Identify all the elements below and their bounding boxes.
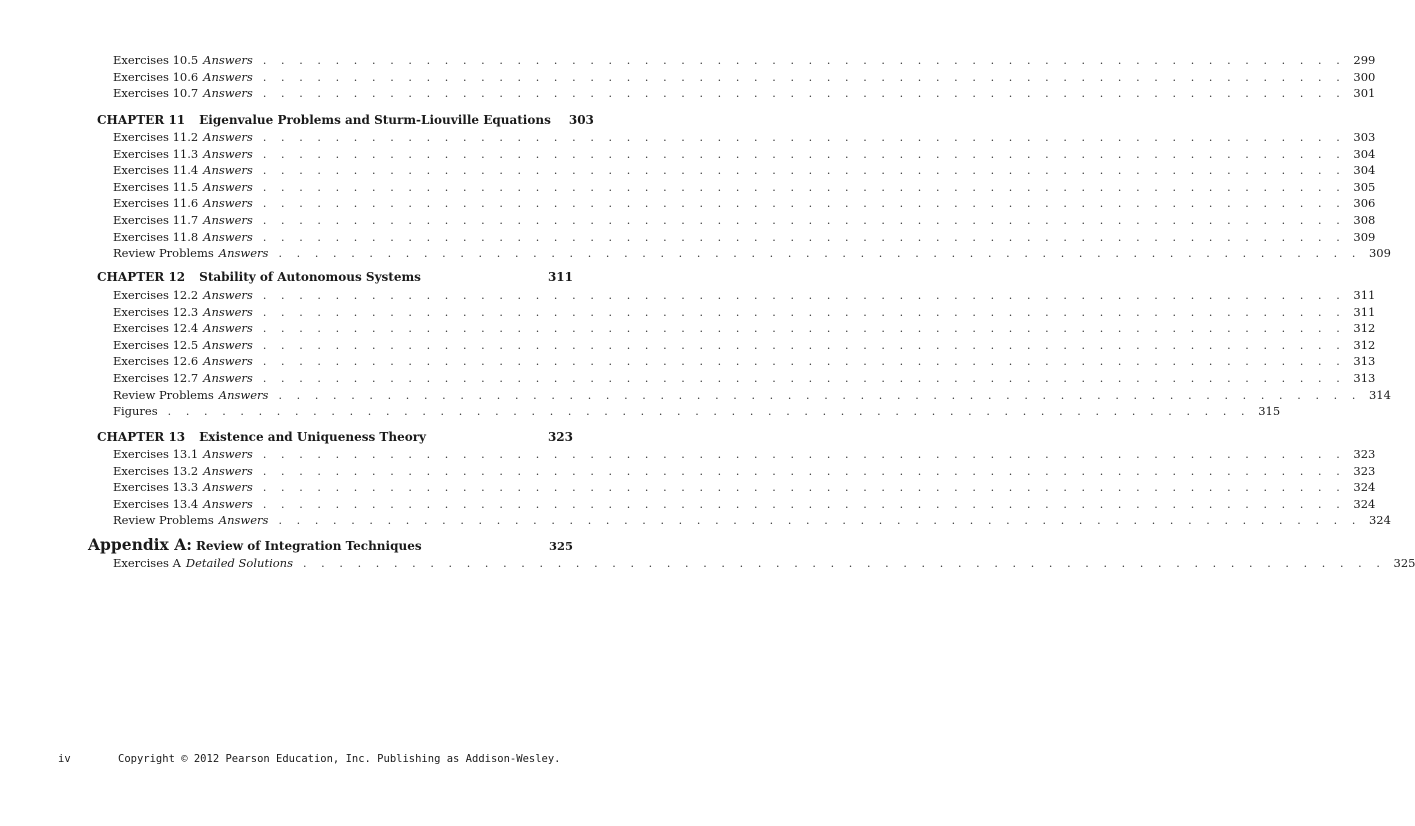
dot-leader: . . . . . . . . . . . . . . . . . . . . . . . . . . . . . . . . . . . . . . . . . . . . . . . . . . . . . . . . . . . . xyxy=(167,405,1251,419)
entry-subtitle: Answers xyxy=(203,163,253,178)
entry-page-number: 324 xyxy=(1353,496,1376,511)
entry-subtitle: Answers xyxy=(203,321,253,336)
entry-subtitle: Answers xyxy=(218,513,269,528)
chapter-title: Existence and Uniqueness Theory xyxy=(199,430,426,444)
toc-entry xyxy=(113,86,1376,101)
dot-leader: . . . . . . . . . . . . . . . . . . . . . . . . . . . . . . . . . . . . . . . . . . . . . . . . . . . . . . . . . . . . xyxy=(262,54,1346,67)
entry-page-number: 314 xyxy=(1368,387,1391,402)
entry-label: Review Problems xyxy=(113,387,214,402)
entry-label: Figures xyxy=(113,404,158,419)
dot-leader: . . . . . . . . . . . . . . . . . . . . . . . . . . . . . . . . . . . . . . . . . . . . . . . . . . . . . . . . . . . . xyxy=(262,497,1346,511)
entry-subtitle: Answers xyxy=(203,288,253,302)
entry-subtitle: Answers xyxy=(203,130,253,144)
dot-leader: . . . . . . . . . . . . . . . . . . . . . . . . . . . . . . . . . . . . . . . . . . . . . . . . . . . . . . . . . . . . xyxy=(262,131,1346,144)
appendix-label: Appendix A: xyxy=(88,535,192,554)
entry-subtitle: Answers xyxy=(203,53,253,67)
toc-entry xyxy=(113,229,1376,244)
toc-entry xyxy=(113,404,1281,419)
entry-label: Exercises 13.4 xyxy=(113,496,199,511)
entry-page-number: 325 xyxy=(1393,556,1415,570)
entry-label: Exercises 12.5 xyxy=(113,337,199,352)
dot-leader: . . . . . . . . . . . . . . . . . . . . . . . . . . . . . . . . . . . . . . . . . . . . . . . . . . . . . . . . . . . . xyxy=(262,322,1346,336)
toc-entry xyxy=(113,163,1376,178)
dot-leader: . . . . . . . . . . . . . . . . . . . . . . . . . . . . . . . . . . . . . . . . . . . . . . . . . . . . . . . . . . . . xyxy=(262,372,1346,385)
toc-entry xyxy=(113,246,1391,261)
entry-subtitle: Answers xyxy=(203,146,253,161)
entry-subtitle: Answers xyxy=(203,463,253,478)
entry-page-number: 311 xyxy=(1353,288,1376,302)
entry-page-number: 323 xyxy=(1353,463,1376,478)
toc-entry xyxy=(113,387,1391,402)
entry-page-number: 312 xyxy=(1353,321,1376,336)
toc-entry xyxy=(113,196,1376,211)
toc-entry xyxy=(113,463,1376,478)
entry-page-number: 311 xyxy=(1353,304,1376,319)
toc-entry xyxy=(113,513,1391,528)
dot-leader: . . . . . . . . . . . . . . . . . . . . . . . . . . . . . . . . . . . . . . . . . . . . . . . . . . . . . . . . . . . . xyxy=(262,481,1346,495)
entry-page-number: 313 xyxy=(1353,371,1376,385)
chapter-page-number: 311 xyxy=(547,270,573,284)
dot-leader: . . . . . . . . . . . . . . . . . . . . . . . . . . . . . . . . . . . . . . . . . . . . . . . . . . . . . . . . . . . . xyxy=(262,70,1346,84)
entry-subtitle: Answers xyxy=(203,304,253,319)
chapter-label: CHAPTER 13 xyxy=(97,430,186,444)
page-footer xyxy=(58,753,578,765)
dot-leader: . . . . . . . . . . . . . . . . . . . . . . . . . . . . . . . . . . . . . . . . . . . . . . . . . . . . . . . . . . . . xyxy=(278,388,1361,402)
dot-leader: . . . . . . . . . . . . . . . . . . . . . . . . . . . . . . . . . . . . . . . . . . . . . . . . . . . . . . . . . . . . xyxy=(262,448,1346,461)
entry-subtitle: Answers xyxy=(203,354,253,369)
dot-leader: . . . . . . . . . . . . . . . . . . . . . . . . . . . . . . . . . . . . . . . . . . . . . . . . . . . . . . . . . . . . xyxy=(262,197,1346,211)
dot-leader: . . . . . . . . . . . . . . . . . . . . . . . . . . . . . . . . . . . . . . . . . . . . . . . . . . . . . . . . . . . . xyxy=(262,164,1346,178)
entry-subtitle: Answers xyxy=(203,447,253,461)
dot-leader: . . . . . . . . . . . . . . . . . . . . . . . . . . . . . . . . . . . . . . . . . . . . . . . . . . . . . . . . . . . . xyxy=(262,147,1346,161)
entry-page-number: 299 xyxy=(1353,53,1376,67)
entry-label: Exercises 11.8 xyxy=(113,229,199,244)
toc-entry xyxy=(113,371,1376,385)
entry-page-number: 301 xyxy=(1353,86,1376,101)
entry-page-number: 324 xyxy=(1368,513,1391,528)
entry-page-number: 312 xyxy=(1353,337,1376,352)
entry-label: Exercises 10.7 xyxy=(113,86,199,101)
entry-page-number: 309 xyxy=(1368,246,1391,261)
entry-subtitle: Answers xyxy=(203,69,253,84)
chapter-heading xyxy=(97,113,594,127)
dot-leader: . . . . . . . . . . . . . . . . . . . . . . . . . . . . . . . . . . . . . . . . . . . . . . . . . . . . . . . . . . . . xyxy=(262,355,1346,369)
dot-leader: . . . . . . . . . . . . . . . . . . . . . . . . . . . . . . . . . . . . . . . . . . . . . . . . . . . . . . . . . . . . xyxy=(262,214,1346,227)
entry-page-number: 308 xyxy=(1353,213,1376,227)
copyright-notice: Copyright © 2012 Pearson Education, Inc. Publishing as Addison-Wesley. xyxy=(118,753,561,765)
toc-entry xyxy=(113,146,1376,161)
entry-label: Exercises 10.5 xyxy=(113,53,199,67)
entry-label: Exercises A xyxy=(113,556,181,570)
toc-entry xyxy=(113,288,1376,302)
entry-page-number: 324 xyxy=(1353,480,1376,495)
toc-entry xyxy=(113,496,1376,511)
entry-page-number: 323 xyxy=(1353,447,1376,461)
entry-subtitle: Answers xyxy=(218,246,269,261)
entry-label: Exercises 11.2 xyxy=(113,130,199,144)
toc-entry xyxy=(113,337,1376,352)
entry-label: Exercises 13.3 xyxy=(113,480,199,495)
appendix-title: Review of Integration Techniques xyxy=(195,539,422,553)
entry-label: Exercises 13.2 xyxy=(113,463,199,478)
appendix-heading xyxy=(88,535,573,554)
chapter-heading xyxy=(97,270,573,284)
entry-subtitle: Detailed Solutions xyxy=(185,556,293,570)
entry-label: Exercises 12.7 xyxy=(113,371,199,385)
entry-label: Exercises 11.6 xyxy=(113,196,199,211)
toc-entry xyxy=(113,304,1376,319)
entry-subtitle: Answers xyxy=(203,496,253,511)
dot-leader: . . . . . . . . . . . . . . . . . . . . . . . . . . . . . . . . . . . . . . . . . . . . . . . . . . . . . . . . . . . . xyxy=(302,557,1386,570)
toc-entry xyxy=(113,354,1376,369)
chapter-page-number: 303 xyxy=(568,113,594,127)
chapter-title: Stability of Autonomous Systems xyxy=(199,270,421,284)
dot-leader: . . . . . . . . . . . . . . . . . . . . . . . . . . . . . . . . . . . . . . . . . . . . . . . . . . . . . . . . . . . . xyxy=(262,464,1346,478)
entry-label: Review Problems xyxy=(113,513,214,528)
entry-subtitle: Answers xyxy=(203,213,253,227)
entry-label: Exercises 12.4 xyxy=(113,321,199,336)
toc-entry xyxy=(113,69,1376,84)
entry-page-number: 315 xyxy=(1258,404,1281,419)
entry-subtitle: Answers xyxy=(203,480,253,495)
toc-entry xyxy=(113,53,1376,67)
entry-page-number: 304 xyxy=(1353,146,1376,161)
dot-leader: . . . . . . . . . . . . . . . . . . . . . . . . . . . . . . . . . . . . . . . . . . . . . . . . . . . . . . . . . . . . xyxy=(262,87,1346,101)
toc-entry xyxy=(113,179,1376,194)
entry-page-number: 309 xyxy=(1353,229,1376,244)
entry-label: Exercises 11.7 xyxy=(113,213,199,227)
toc-entry xyxy=(113,556,1415,570)
dot-leader: . . . . . . . . . . . . . . . . . . . . . . . . . . . . . . . . . . . . . . . . . . . . . . . . . . . . . . . . . . . . xyxy=(262,305,1346,319)
entry-label: Exercises 10.6 xyxy=(113,69,199,84)
entry-subtitle: Answers xyxy=(218,387,269,402)
chapter-label: CHAPTER 12 xyxy=(97,270,186,284)
dot-leader: . . . . . . . . . . . . . . . . . . . . . . . . . . . . . . . . . . . . . . . . . . . . . . . . . . . . . . . . . . . . xyxy=(262,289,1346,302)
entry-page-number: 303 xyxy=(1353,130,1376,144)
dot-leader: . . . . . . . . . . . . . . . . . . . . . . . . . . . . . . . . . . . . . . . . . . . . . . . . . . . . . . . . . . . . xyxy=(278,247,1361,261)
entry-label: Review Problems xyxy=(113,246,214,261)
entry-label: Exercises 12.6 xyxy=(113,354,199,369)
toc-entry xyxy=(113,130,1376,144)
entry-page-number: 300 xyxy=(1353,69,1376,84)
dot-leader: . . . . . . . . . . . . . . . . . . . . . . . . . . . . . . . . . . . . . . . . . . . . . . . . . . . . . . . . . . . . xyxy=(262,338,1346,352)
entry-label: Exercises 11.4 xyxy=(113,163,199,178)
page-numeral: iv xyxy=(58,753,71,765)
chapter-page-number: 325 xyxy=(548,539,573,553)
dot-leader: . . . . . . . . . . . . . . . . . . . . . . . . . . . . . . . . . . . . . . . . . . . . . . . . . . . . . . . . . . . . xyxy=(278,514,1361,528)
toc-entry xyxy=(113,321,1376,336)
chapter-page-number: 323 xyxy=(547,430,573,444)
entry-label: Exercises 12.2 xyxy=(113,288,199,302)
entry-subtitle: Answers xyxy=(203,337,253,352)
chapter-label: CHAPTER 11 xyxy=(97,113,186,127)
entry-subtitle: Answers xyxy=(203,179,253,194)
chapter-title: Eigenvalue Problems and Sturm-Liouville Equations xyxy=(199,113,551,127)
entry-subtitle: Answers xyxy=(203,229,253,244)
entry-label: Exercises 11.3 xyxy=(113,146,199,161)
toc-entry xyxy=(113,447,1376,461)
entry-label: Exercises 11.5 xyxy=(113,179,199,194)
entry-subtitle: Answers xyxy=(203,196,253,211)
entry-label: Exercises 12.3 xyxy=(113,304,199,319)
entry-page-number: 305 xyxy=(1353,179,1376,194)
dot-leader: . . . . . . . . . . . . . . . . . . . . . . . . . . . . . . . . . . . . . . . . . . . . . . . . . . . . . . . . . . . . xyxy=(262,180,1346,194)
entry-page-number: 313 xyxy=(1353,354,1376,369)
dot-leader: . . . . . . . . . . . . . . . . . . . . . . . . . . . . . . . . . . . . . . . . . . . . . . . . . . . . . . . . . . . . xyxy=(262,230,1346,244)
entry-page-number: 306 xyxy=(1353,196,1376,211)
entry-subtitle: Answers xyxy=(203,371,253,385)
entry-label: Exercises 13.1 xyxy=(113,447,199,461)
chapter-heading xyxy=(97,430,573,444)
toc-entry xyxy=(113,213,1376,227)
toc-entry xyxy=(113,480,1376,495)
entry-page-number: 304 xyxy=(1353,163,1376,178)
entry-subtitle: Answers xyxy=(203,86,253,101)
